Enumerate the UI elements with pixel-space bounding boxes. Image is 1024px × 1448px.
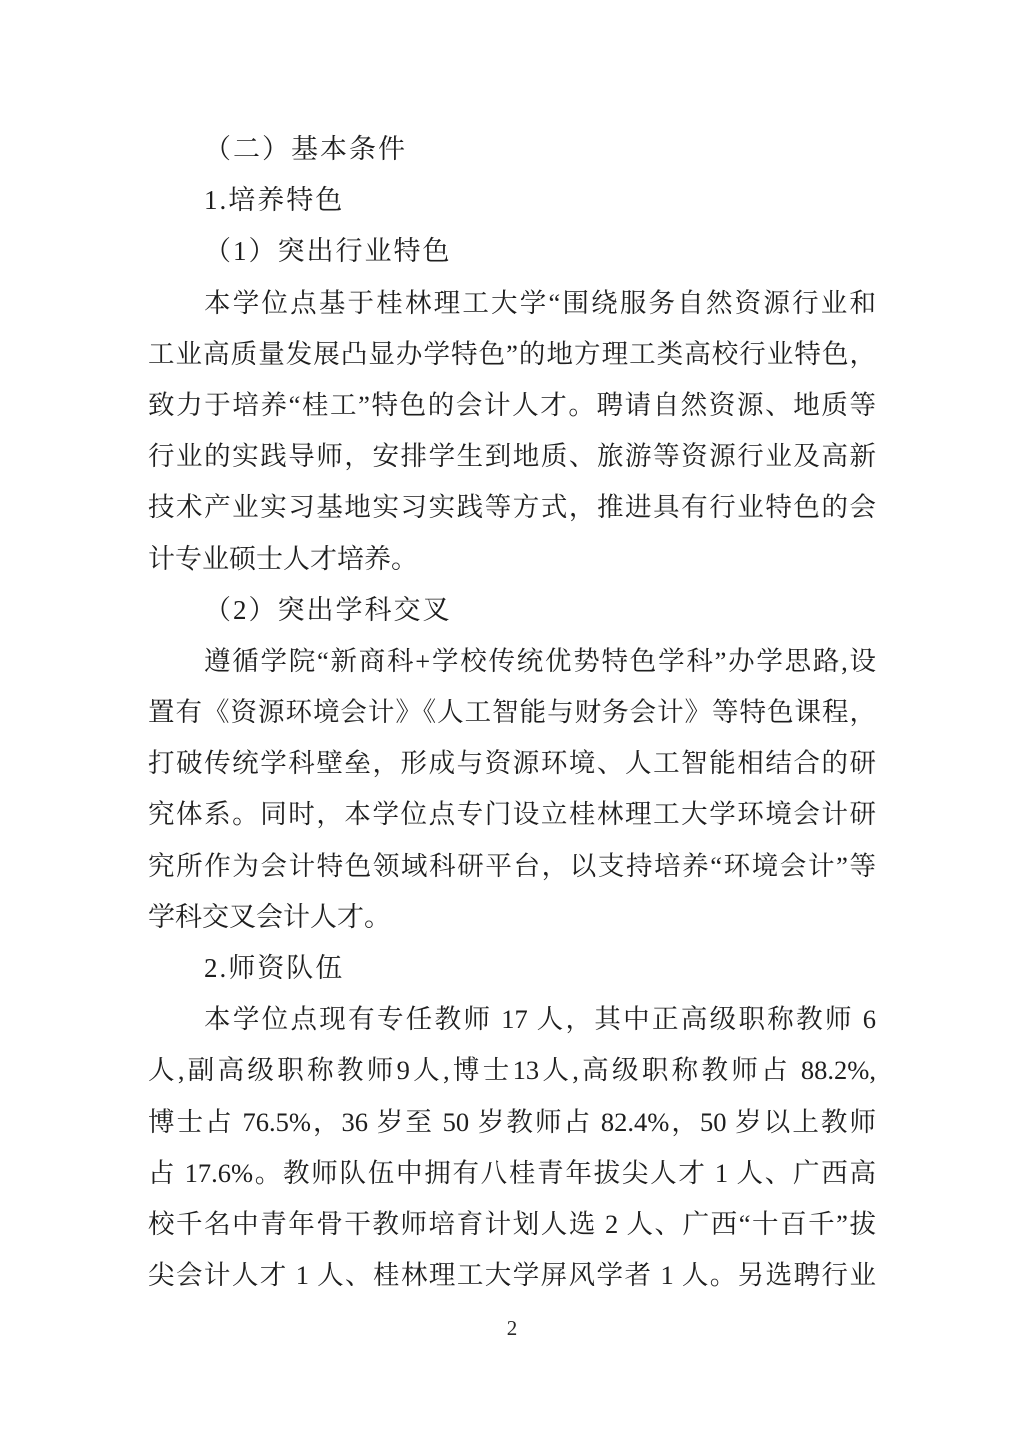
paragraph-line: 计专业硕士人才培养。 — [148, 543, 418, 574]
point-heading-industry-features: （1）突出行业特色 — [204, 236, 452, 267]
paragraph-line: 本学位点现有专任教师 17 人，其中正高级职称教师 6 — [204, 1004, 876, 1035]
paragraph-line: 置有《资源环境会计》《人工智能与财务会计》等特色课程， — [148, 697, 876, 728]
paragraph-line: 本学位点基于桂林理工大学“围绕服务自然资源行业和 — [204, 287, 876, 318]
paragraph-line: 占 17.6%。教师队伍中拥有八桂青年拔尖人才 1 人、广西高 — [148, 1157, 876, 1188]
point-heading-discipline-cross: （2）突出学科交叉 — [204, 594, 452, 625]
subsection-heading-training-features: 1.培养特色 — [204, 185, 345, 216]
paragraph-line: 博士占 76.5%，36 岁至 50 岁教师占 82.4%，50 岁以上教师 — [148, 1106, 876, 1137]
subsection-heading-faculty: 2.师资队伍 — [204, 953, 345, 983]
paragraph-line: 尖会计人才 1 人、桂林理工大学屏风学者 1 人。另选聘行业 — [148, 1260, 876, 1291]
paragraph-line: 技术产业实习基地实习实践等方式，推进具有行业特色的会 — [148, 492, 876, 523]
paragraph-line: 打破传统学科壁垒，形成与资源环境、人工智能相结合的研 — [148, 748, 876, 779]
page-number: 2 — [506, 1316, 518, 1340]
paragraph-line: 人,副高级职称教师9人,博士13人,高级职称教师占 88.2%, — [148, 1055, 876, 1086]
paragraph-line: 学科交叉会计人才。 — [148, 901, 391, 932]
paragraph-line: 究体系。同时，本学位点专门设立桂林理工大学环境会计研 — [148, 799, 876, 830]
paragraph-line: 究所作为会计特色领域科研平台，以支持培养“环境会计”等 — [148, 850, 876, 881]
paragraph-line: 工业高质量发展凸显办学特色”的地方理工类高校行业特色， — [148, 338, 876, 369]
section-heading-basic-conditions: （二）基本条件 — [204, 134, 407, 164]
paragraph-line: 校千名中青年骨干教师培育计划人选 2 人、广西“十百千”拔 — [148, 1208, 876, 1239]
paragraph-line: 遵循学院“新商科+学校传统优势特色学科”办学思路,设 — [204, 645, 876, 676]
paragraph-line: 致力于培养“桂工”特色的会计人才。聘请自然资源、地质等 — [148, 389, 876, 420]
paragraph-line: 行业的实践导师，安排学生到地质、旅游等资源行业及高新 — [148, 441, 876, 472]
